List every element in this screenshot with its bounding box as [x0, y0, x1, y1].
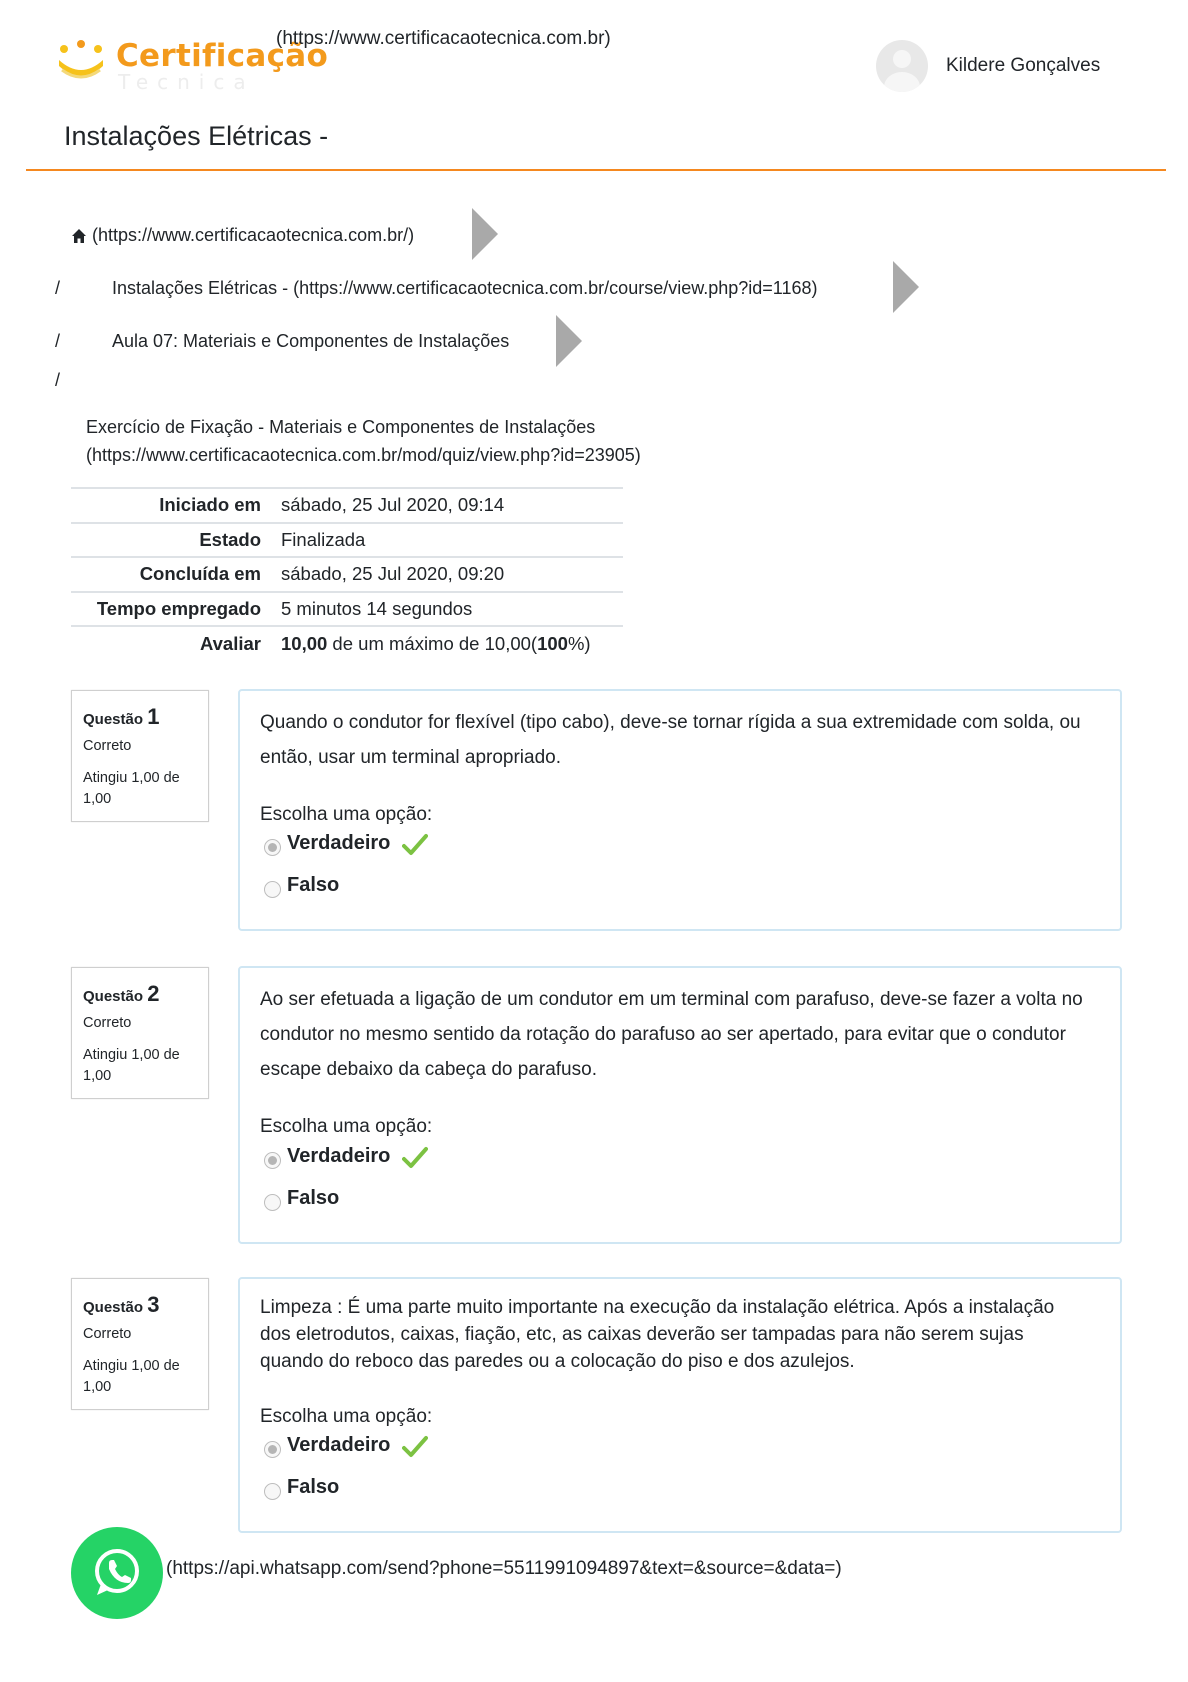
breadcrumb-arrow-icon: [556, 315, 582, 367]
summary-value: Finalizada: [281, 528, 366, 550]
question-content: [238, 1277, 1122, 1533]
option-label: Falso: [287, 874, 340, 896]
question-text: Ao ser efetuada a ligação de um condutor em um terminal com parafuso, deve-se fazer a volta no condutor no mesmo sentido da rotação do parafuso ao ser apertado, para evitar que o condutor escape debaixo da cabeça do parafuso.: [260, 989, 1083, 1080]
question-state: Correto: [83, 738, 132, 754]
correct-check-icon: [402, 832, 428, 858]
breadcrumb-home-link[interactable]: (https://www.certificacaotecnica.com.br/): [92, 225, 415, 245]
question-grade: Atingiu 1,00 de 1,00: [83, 770, 180, 807]
question-info: [71, 1278, 209, 1410]
summary-label: Avaliar: [199, 632, 261, 654]
page-title: Instalações Elétricas -: [64, 121, 329, 151]
radio-unselected[interactable]: [264, 1483, 281, 1500]
radio-unselected[interactable]: [264, 1194, 281, 1211]
breadcrumb-course-link[interactable]: Instalações Elétricas - (https://www.certificacaotecnica.com.br/course/view.php?id=1168): [112, 278, 818, 298]
table-row: [71, 557, 623, 592]
site-logo[interactable]: [56, 36, 329, 94]
option-label: Verdadeiro: [287, 1145, 391, 1167]
site-url-link[interactable]: (https://www.certificacaotecnica.com.br): [276, 28, 611, 49]
question-state: Correto: [83, 1015, 132, 1031]
grade-score: 10,00: [281, 632, 328, 654]
header-divider: [26, 169, 1166, 171]
option-label: Verdadeiro: [287, 832, 391, 854]
correct-check-icon: [402, 1434, 428, 1460]
question-grade: Atingiu 1,00 de 1,00: [83, 1358, 180, 1395]
summary-value: [271, 626, 623, 661]
grade-percent: 100: [537, 632, 568, 654]
breadcrumb-separator: /: [55, 278, 61, 298]
answer-prompt: Escolha uma opção:: [260, 1116, 433, 1137]
table-row: [71, 488, 623, 523]
summary-label: Tempo empregado: [96, 597, 261, 619]
quiz-link[interactable]: [86, 413, 641, 469]
breadcrumb-separator: /: [55, 370, 61, 390]
breadcrumb-separator: /: [55, 331, 61, 351]
attempt-summary-table: [71, 487, 623, 661]
summary-value: 5 minutos 14 segundos: [281, 597, 473, 619]
question-number-value: 1: [147, 704, 160, 729]
avatar-body-shape: [884, 72, 920, 92]
radio-unselected[interactable]: [264, 881, 281, 898]
breadcrumb-lesson-link[interactable]: Aula 07: Materiais e Componentes de Instalações: [112, 331, 510, 351]
summary-value: sábado, 25 Jul 2020, 09:14: [281, 494, 505, 516]
user-name[interactable]: Kildere Gonçalves: [946, 55, 1101, 76]
question-number: [83, 704, 159, 730]
whatsapp-icon: [71, 1527, 163, 1619]
question-info: [71, 967, 209, 1099]
radio-selected[interactable]: [264, 1441, 281, 1458]
answer-prompt: Escolha uma opção:: [260, 1406, 433, 1427]
breadcrumb-arrow-icon: [893, 261, 919, 313]
question-number: [83, 981, 159, 1007]
avatar-head-shape: [893, 50, 911, 68]
question-label: Questão: [83, 1299, 144, 1316]
grade-max: de um máximo de 10,00(: [327, 632, 538, 654]
summary-label: Estado: [199, 528, 261, 550]
option-label: Verdadeiro: [287, 1434, 391, 1456]
avatar[interactable]: [876, 40, 928, 92]
table-row: [71, 523, 623, 558]
question-number: [83, 1292, 159, 1318]
question-number-value: 3: [147, 1292, 160, 1317]
summary-label: Iniciado em: [159, 494, 261, 516]
table-row: [71, 592, 623, 627]
quiz-url: (https://www.certificacaotecnica.com.br/mod/quiz/view.php?id=23905): [86, 445, 641, 465]
question-label: Questão: [83, 711, 144, 728]
breadcrumb-arrow-icon: [472, 208, 498, 260]
grade-close: %): [567, 632, 591, 654]
radio-selected[interactable]: [264, 839, 281, 856]
summary-value: sábado, 25 Jul 2020, 09:20: [281, 563, 505, 585]
whatsapp-url[interactable]: (https://api.whatsapp.com/send?phone=5511991094897&text=&source=&data=): [166, 1558, 842, 1579]
option-label: Falso: [287, 1187, 340, 1209]
option-label: Falso: [287, 1476, 340, 1498]
correct-check-icon: [402, 1145, 428, 1171]
question-text: Quando o condutor for flexível (tipo cabo), deve-se tornar rígida a sua extremidade com solda, ou então, usar um terminal apropriado.: [260, 712, 1081, 768]
radio-selected[interactable]: [264, 1152, 281, 1169]
question-grade: Atingiu 1,00 de 1,00: [83, 1047, 180, 1084]
question-info: [71, 690, 209, 822]
question-state: Correto: [83, 1326, 132, 1342]
summary-label: Concluída em: [139, 563, 261, 585]
logo-subtext: Tecnica: [118, 70, 255, 94]
logo-text: Certificação: [116, 38, 329, 74]
table-row: [71, 626, 623, 661]
answer-prompt: Escolha uma opção:: [260, 804, 433, 825]
quiz-title: Exercício de Fixação - Materiais e Componentes de Instalações: [86, 417, 596, 437]
question-content: [238, 966, 1122, 1244]
question-content: [238, 689, 1122, 931]
question-label: Questão: [83, 988, 144, 1005]
sun-book-icon: [56, 40, 106, 88]
question-text: Limpeza : É uma parte muito importante na execução da instalação elétrica. Após a instalação dos eletrodutos, caixas, fiação, etc, as caixas deverão ser tampadas para não serem sujas quando do reboco das paredes ou a colocação do piso e dos azulejos.: [260, 1297, 1055, 1372]
question-number-value: 2: [147, 981, 160, 1006]
home-icon[interactable]: [71, 228, 87, 244]
whatsapp-button[interactable]: [71, 1527, 163, 1619]
